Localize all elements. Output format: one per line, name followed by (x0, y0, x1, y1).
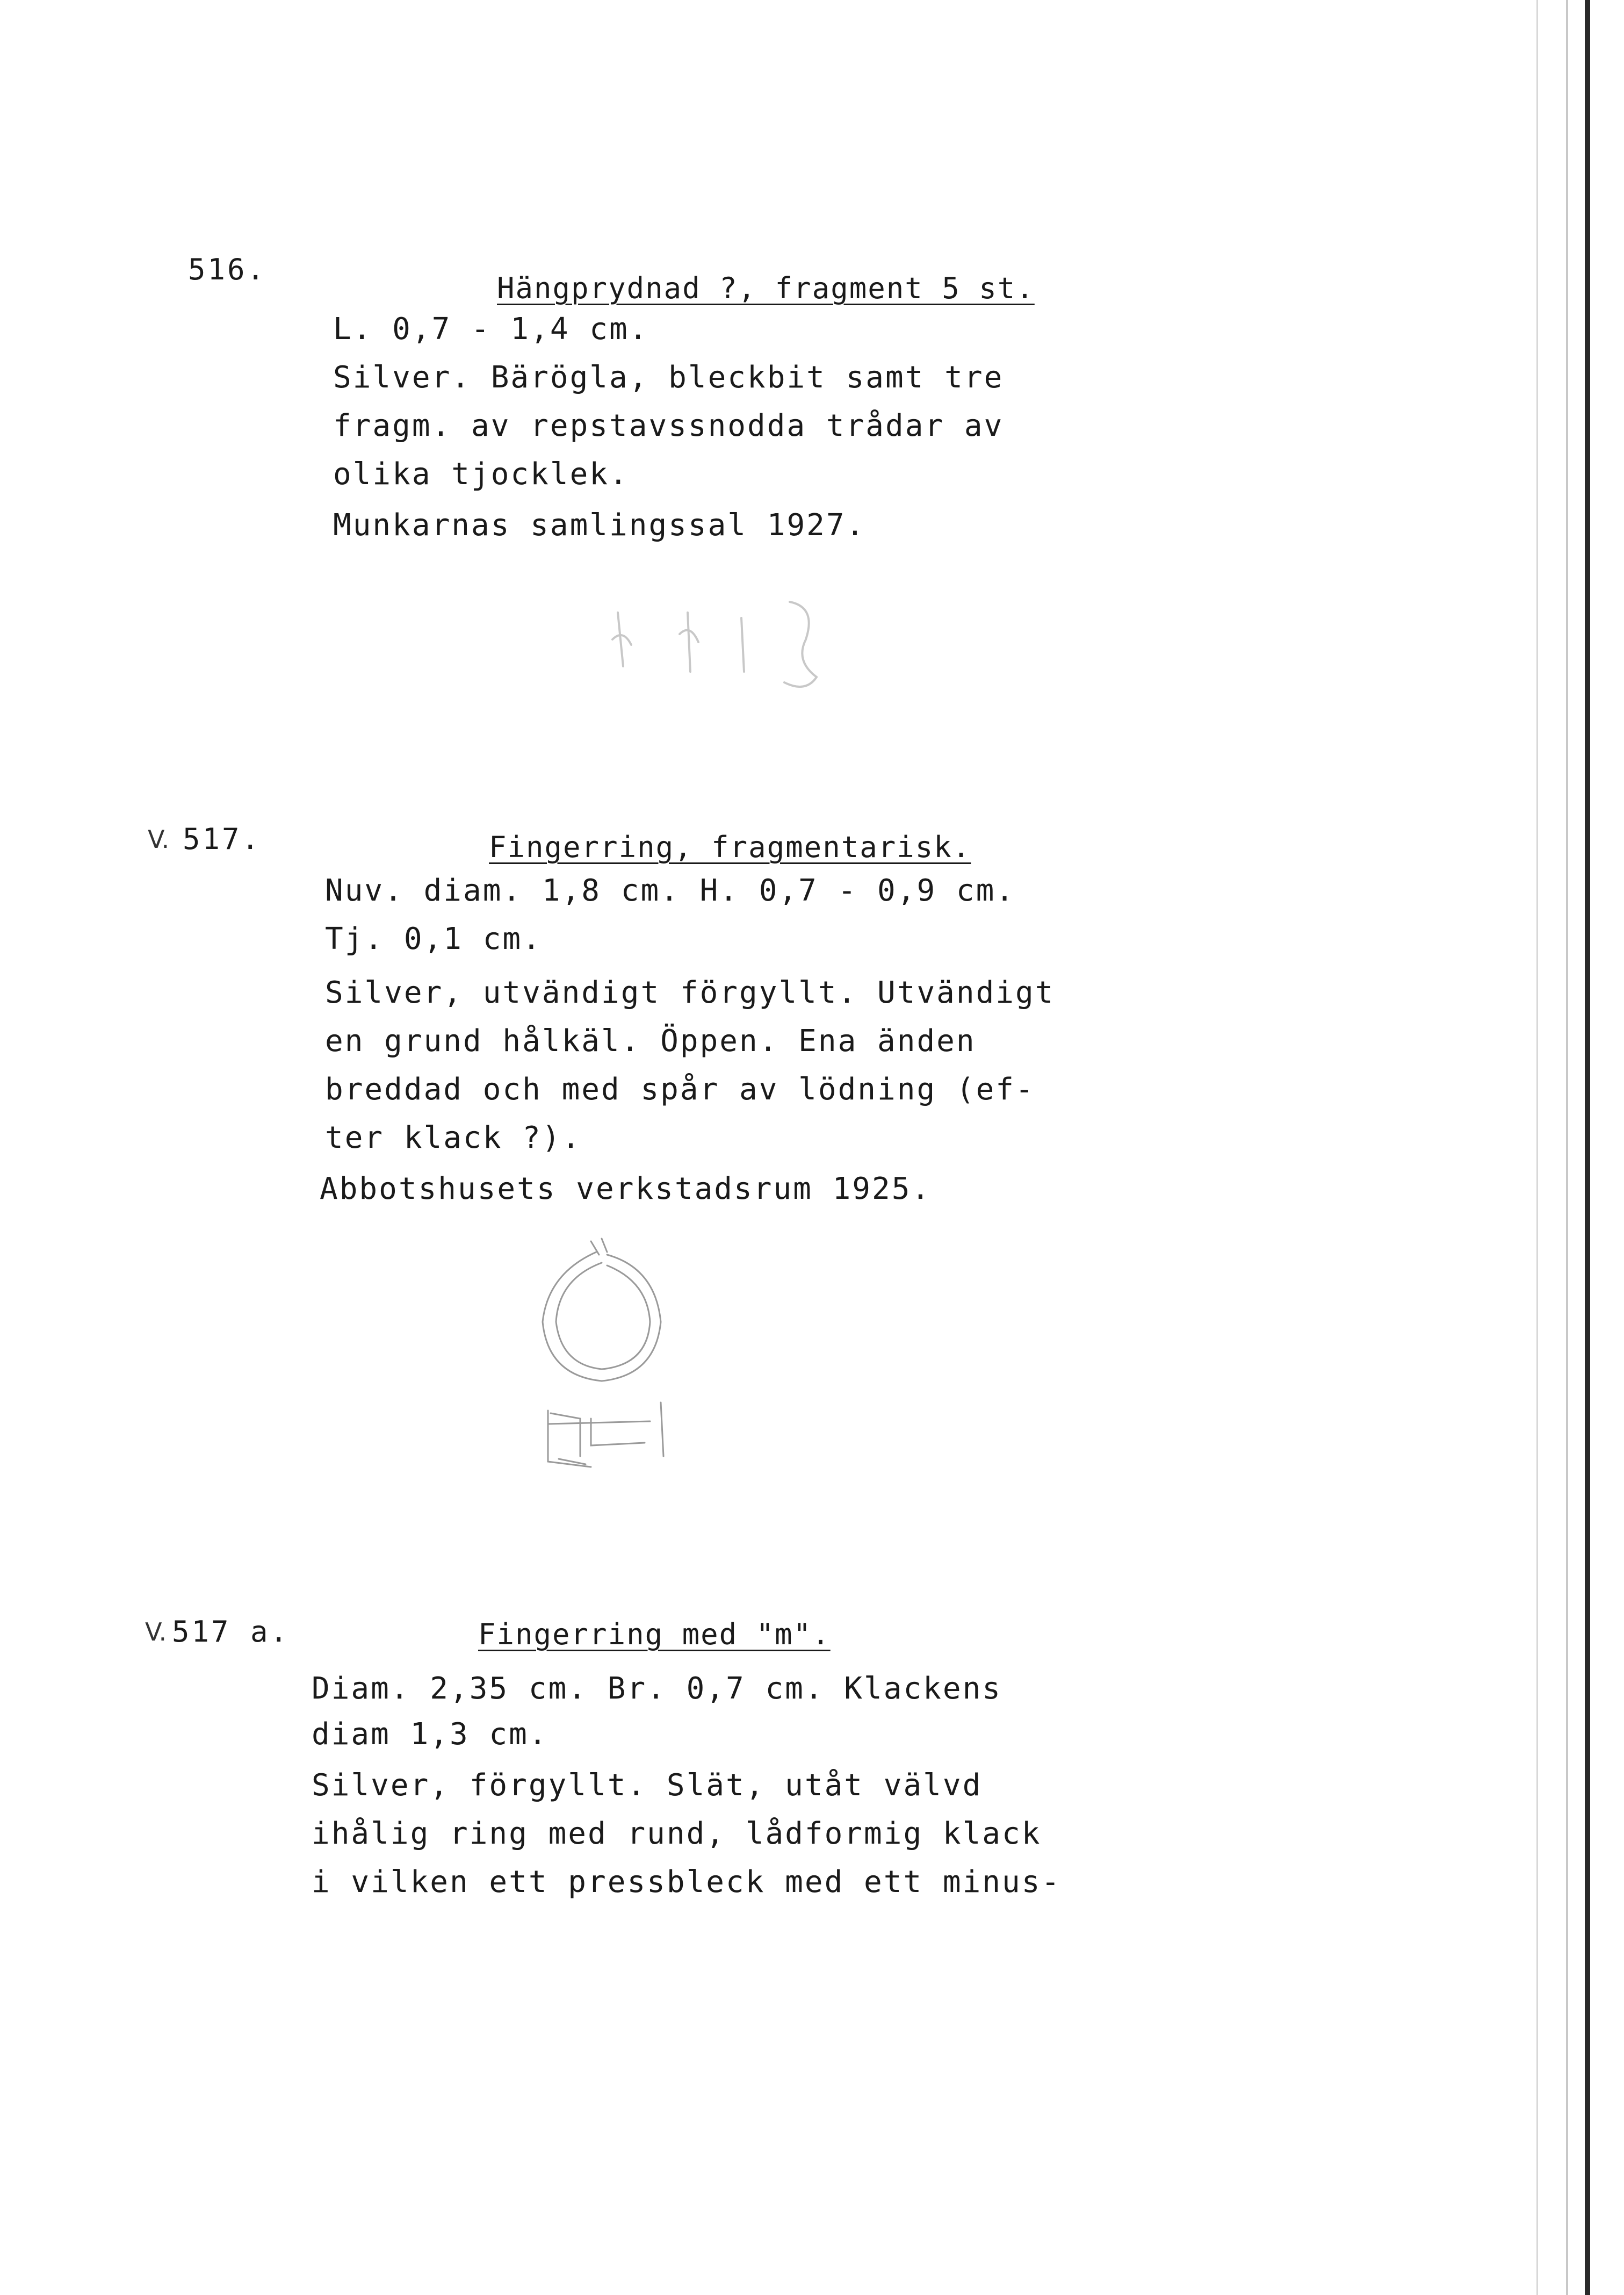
entry-line: olika tjocklek. (333, 457, 629, 492)
pendant-fragments-sketch (580, 591, 838, 699)
entry-line: Silver. Bärögla, bleckbit samt tre (333, 360, 1004, 395)
entry-line: Abbotshusets verkstadsrum 1925. (320, 1171, 932, 1206)
handwritten-mark: V. (145, 1617, 167, 1646)
page-edge (1585, 0, 1590, 2295)
entry-title: Hängprydnad ?, fragment 5 st. (497, 271, 1035, 305)
entry-number: 517. (183, 822, 262, 856)
entry-number: 516. (188, 253, 267, 286)
entry-title: Fingerring med "m". (478, 1617, 831, 1651)
entry-line: ihålig ring med rund, lådformig klack (312, 1816, 1042, 1851)
ring-fragment-sketch (526, 1231, 709, 1488)
entry-line: diam 1,3 cm. (312, 1717, 548, 1752)
entry-line: Munkarnas samlingssal 1927. (333, 508, 866, 543)
entry-line: fragm. av repstavssnodda trådar av (333, 408, 1004, 443)
entry-line: Diam. 2,35 cm. Br. 0,7 cm. Klackens (312, 1671, 1002, 1706)
entry-line: breddad och med spår av lödning (ef- (325, 1072, 1035, 1107)
entry-line: Silver, förgyllt. Slät, utåt välvd (312, 1768, 983, 1803)
handwritten-mark: V. (148, 825, 170, 854)
entry-line: ter klack ?). (325, 1120, 582, 1155)
entry-line: Tj. 0,1 cm. (325, 922, 542, 956)
entry-line: Silver, utvändigt förgyllt. Utvändigt (325, 975, 1055, 1010)
entry-line: en grund hålkäl. Öppen. Ena änden (325, 1024, 976, 1059)
page-edge-shadow-inner (1566, 0, 1568, 2295)
entry-title: Fingerring, fragmentarisk. (489, 830, 971, 864)
entry-number: 517 a. (172, 1615, 290, 1649)
entry-line: i vilken ett pressbleck med ett minus- (312, 1865, 1062, 1900)
page-edge-shadow (1536, 0, 1538, 2295)
entry-line: Nuv. diam. 1,8 cm. H. 0,7 - 0,9 cm. (325, 873, 1016, 908)
entry-line: L. 0,7 - 1,4 cm. (333, 312, 649, 347)
